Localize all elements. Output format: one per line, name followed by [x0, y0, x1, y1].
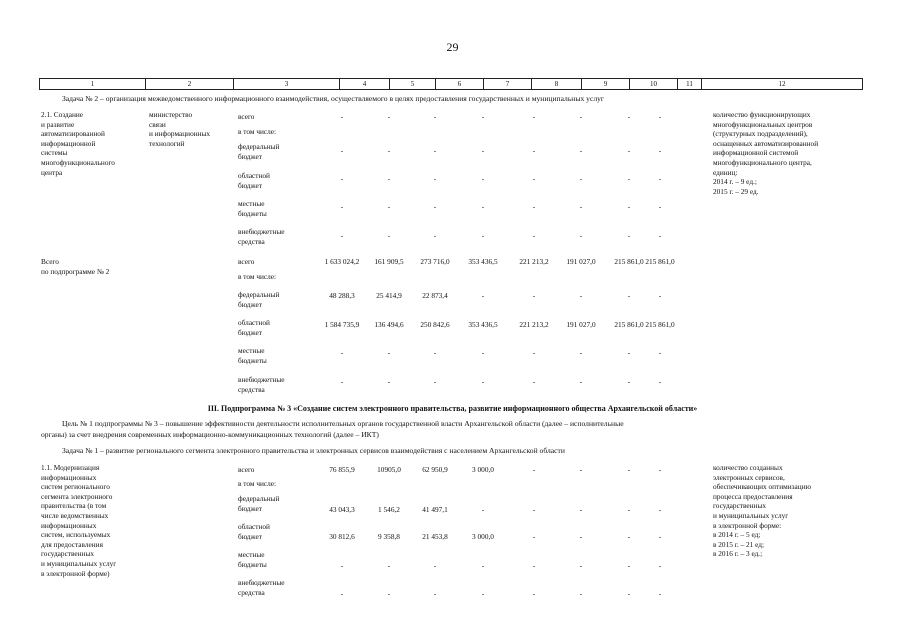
total2-source-extra: внебюджетные средства [238, 375, 285, 394]
row21-dash-r1-c5: - [387, 146, 391, 155]
row11-local-c5: - [387, 561, 391, 570]
total2-all-c11: 215 861,0 [645, 257, 675, 266]
col-header-2: 2 [146, 79, 234, 89]
row21-dash-r2-c6: - [433, 174, 437, 183]
row21-dash-r1-c8: - [532, 146, 536, 155]
total2-extra-c8: - [532, 377, 536, 386]
row11-local-c10: - [627, 561, 631, 570]
row21-source-extra: внебюджетные средства [238, 227, 285, 246]
row11-regional-c10: - [627, 532, 631, 541]
col-header-5: 5 [390, 79, 436, 89]
total2-federal-c6: 22 873,4 [422, 291, 448, 300]
col-header-10: 10 [630, 79, 678, 89]
col-header-4: 4 [340, 79, 390, 89]
row11-federal-c11: - [658, 505, 662, 514]
row11-local-c9: - [579, 561, 583, 570]
row11-local-c6: - [433, 561, 437, 570]
row11-extra-c6: - [433, 589, 437, 598]
col-header-8: 8 [532, 79, 582, 89]
row21-dash-r3-c7: - [481, 202, 485, 211]
row11-regional-c8: - [532, 532, 536, 541]
total2-all-c5: 161 909,5 [374, 257, 404, 266]
row21-dash-r0-c10: - [627, 112, 631, 121]
row11-source-all: всего [238, 465, 255, 474]
row11-all-c10: - [627, 465, 631, 474]
total2-local-c6: - [433, 348, 437, 357]
total2-extra-c7: - [481, 377, 485, 386]
row11-extra-c4: - [340, 589, 344, 598]
row11-regional-c4: 30 812,6 [329, 532, 355, 541]
total2-all-c4: 1 633 024,2 [324, 257, 360, 266]
row21-dash-r2-c9: - [579, 174, 583, 183]
total2-federal-c5: 25 414,9 [376, 291, 402, 300]
row21-dash-r3-c11: - [658, 202, 662, 211]
row21-dash-r4-c11: - [658, 231, 662, 240]
col-header-1: 1 [40, 79, 146, 89]
row11-extra-c8: - [532, 589, 536, 598]
row21-dash-r4-c10: - [627, 231, 631, 240]
total2-extra-c9: - [579, 377, 583, 386]
row21-dash-r0-c8: - [532, 112, 536, 121]
row21-dash-r0-c4: - [340, 112, 344, 121]
total2-local-c7: - [481, 348, 485, 357]
row21-dash-r3-c10: - [627, 202, 631, 211]
row21-source-regional: областной бюджет [238, 171, 270, 190]
row11-source-extra: внебюджетные средства [238, 578, 285, 597]
row21-name: 2.1. Создание и развитие автоматизированной информационной системы многофункционального центра [41, 110, 115, 177]
task2-title: Задача № 2 – организация межведомственного информационного взаимодействия, осуществляемого в целях предоставления государственных и муниципальных услуг [62, 94, 605, 103]
col-header-12: 12 [778, 80, 786, 88]
col-header-7: 7 [484, 79, 532, 89]
total2-regional-c7: 353 436,5 [468, 320, 498, 329]
row11-source-incl: в том числе: [238, 479, 277, 488]
total2-all-c10: 215 861,0 [614, 257, 644, 266]
total2-regional-c5: 136 494,6 [374, 320, 404, 329]
total2-federal-c9: - [579, 291, 583, 300]
total2-all-c8: 221 213,2 [519, 257, 549, 266]
row11-regional-c7: 3 000,0 [472, 532, 494, 541]
total2-source-regional: областной бюджет [238, 318, 270, 337]
row21-dash-r2-c11: - [658, 174, 662, 183]
row21-source-all: всего [238, 112, 255, 121]
row21-result: количество функционирующих многофункциональных центров (структурных подразделений), оснащенных автоматизированной информационной системой многофункционального центра, единиц: 2014 г. – 9 ед.; 2015 г. – 29 ед. [713, 110, 819, 196]
row11-all-c9: - [579, 465, 583, 474]
row11-result: количество созданных электронных сервисов, обеспечивающих оптимизацию процесса предоставления государственных и муниципальных услуг в электронной форме: в 2014 г. – 5 ед; в 2015 г. – 21 ед; в 2016 г. – 3 ед.; [713, 463, 812, 559]
row11-extra-c9: - [579, 589, 583, 598]
row11-local-c8: - [532, 561, 536, 570]
total2-all-c7: 353 436,5 [468, 257, 498, 266]
row11-extra-c11: - [658, 589, 662, 598]
total2-federal-c7: - [481, 291, 485, 300]
col-header-3: 3 [234, 79, 340, 89]
total2-federal-c11: - [658, 291, 662, 300]
row21-dash-r0-c5: - [387, 112, 391, 121]
row21-dash-r4-c4: - [340, 231, 344, 240]
row21-dash-r2-c10: - [627, 174, 631, 183]
row11-federal-c9: - [579, 505, 583, 514]
row21-dash-r3-c5: - [387, 202, 391, 211]
total2-all-c6: 273 716,0 [420, 257, 450, 266]
row11-all-c6: 62 950,9 [422, 465, 448, 474]
row21-dash-r0-c9: - [579, 112, 583, 121]
total2-regional-c9: 191 027,0 [566, 320, 596, 329]
row11-regional-c5: 9 358,8 [378, 532, 400, 541]
total2-extra-c10: - [627, 377, 631, 386]
row21-dash-r2-c8: - [532, 174, 536, 183]
row11-source-regional: областной бюджет [238, 522, 270, 541]
total2-extra-c6: - [433, 377, 437, 386]
row21-dash-r1-c4: - [340, 146, 344, 155]
total2-local-c11: - [658, 348, 662, 357]
total2-source-all: всего [238, 257, 255, 266]
total2-regional-c4: 1 584 735,9 [324, 320, 360, 329]
row21-dash-r3-c9: - [579, 202, 583, 211]
row11-all-c5: 10905,0 [377, 465, 401, 474]
total2-local-c9: - [579, 348, 583, 357]
row11-local-c7: - [481, 561, 485, 570]
total2-name: Всего по подпрограмме № 2 [41, 257, 110, 276]
row11-extra-c10: - [627, 589, 631, 598]
row11-extra-c5: - [387, 589, 391, 598]
row21-source-local: местные бюджеты [238, 199, 267, 218]
total2-extra-c11: - [658, 377, 662, 386]
col-header-9: 9 [582, 79, 630, 89]
row11-federal-c7: - [481, 505, 485, 514]
row11-regional-c11: - [658, 532, 662, 541]
column-header-row [39, 78, 863, 90]
page-number: 29 [446, 40, 459, 54]
total2-local-c4: - [340, 348, 344, 357]
total2-local-c5: - [387, 348, 391, 357]
row21-dash-r4-c9: - [579, 231, 583, 240]
goal1-line2: органы) за счет внедрения современных информационно-коммуникационных технологий (далее – ИКТ) [41, 430, 379, 439]
total2-local-c10: - [627, 348, 631, 357]
row11-local-c4: - [340, 561, 344, 570]
row11-regional-c6: 21 453,8 [422, 532, 448, 541]
total2-regional-c6: 250 842,6 [420, 320, 450, 329]
total2-local-c8: - [532, 348, 536, 357]
row21-dash-r0-c7: - [481, 112, 485, 121]
row11-federal-c8: - [532, 505, 536, 514]
goal1-line1: Цель № 1 подпрограммы № 3 – повышение эффективности деятельности исполнительных органов государственной власти Архангельской области (далее – исполнительные [62, 419, 624, 428]
total2-regional-c8: 221 213,2 [519, 320, 549, 329]
row21-dash-r1-c7: - [481, 146, 485, 155]
row21-dash-r3-c4: - [340, 202, 344, 211]
row21-dash-r3-c6: - [433, 202, 437, 211]
total2-federal-c8: - [532, 291, 536, 300]
total2-extra-c5: - [387, 377, 391, 386]
subprogram3-heading: III. Подпрограмма № 3 «Создание систем электронного правительства, развитие информационного общества Архангельской области» [207, 404, 698, 413]
row11-regional-c9: - [579, 532, 583, 541]
row11-all-c11: - [658, 465, 662, 474]
row21-dash-r4-c5: - [387, 231, 391, 240]
total2-source-federal: федеральный бюджет [238, 290, 280, 309]
row11-extra-c7: - [481, 589, 485, 598]
row21-dash-r1-c9: - [579, 146, 583, 155]
row21-dash-r0-c6: - [433, 112, 437, 121]
row11-federal-c6: 41 497,1 [422, 505, 448, 514]
row21-dash-r2-c5: - [387, 174, 391, 183]
col-header-6: 6 [436, 79, 484, 89]
row11-all-c4: 76 855,9 [329, 465, 355, 474]
row11-source-federal: федеральный бюджет [238, 494, 280, 513]
row21-dash-r4-c7: - [481, 231, 485, 240]
row11-federal-c5: 1 546,2 [378, 505, 400, 514]
total2-all-c9: 191 027,0 [566, 257, 596, 266]
row11-federal-c10: - [627, 505, 631, 514]
row21-dash-r0-c11: - [658, 112, 662, 121]
row21-executor: министерство связи и информационных технологий [149, 110, 211, 148]
col-header-11: 11 [678, 79, 702, 89]
total2-federal-c4: 48 288,3 [329, 291, 355, 300]
row11-federal-c4: 43 043,3 [329, 505, 355, 514]
total2-federal-c10: - [627, 291, 631, 300]
row21-dash-r3-c8: - [532, 202, 536, 211]
row11-name: 1.1. Модернизация информационных систем регионального сегмента электронного правительства (в том числе ведомственных информационных систем, используемых для предоставления государственных и муниципальных услуг в электронной форме) [41, 463, 117, 578]
row11-source-local: местные бюджеты [238, 550, 267, 569]
total2-regional-c10: 215 861,0 [614, 320, 644, 329]
row21-dash-r2-c7: - [481, 174, 485, 183]
total2-source-incl: в том числе: [238, 272, 277, 281]
row21-dash-r1-c11: - [658, 146, 662, 155]
total2-regional-c11: 215 861,0 [645, 320, 675, 329]
row21-dash-r4-c6: - [433, 231, 437, 240]
task1-title: Задача № 1 – развитие регионального сегмента электронного правительства и электронных сервисов взаимодействия с населением Архангельской области [62, 446, 565, 455]
total2-extra-c4: - [340, 377, 344, 386]
row21-source-incl: в том числе: [238, 127, 277, 136]
row11-all-c8: - [532, 465, 536, 474]
total2-source-local: местные бюджеты [238, 346, 267, 365]
row11-all-c7: 3 000,0 [472, 465, 494, 474]
row21-dash-r2-c4: - [340, 174, 344, 183]
row21-dash-r1-c6: - [433, 146, 437, 155]
row21-dash-r1-c10: - [627, 146, 631, 155]
row11-local-c11: - [658, 561, 662, 570]
row21-source-federal: федеральный бюджет [238, 142, 280, 161]
row21-dash-r4-c8: - [532, 231, 536, 240]
